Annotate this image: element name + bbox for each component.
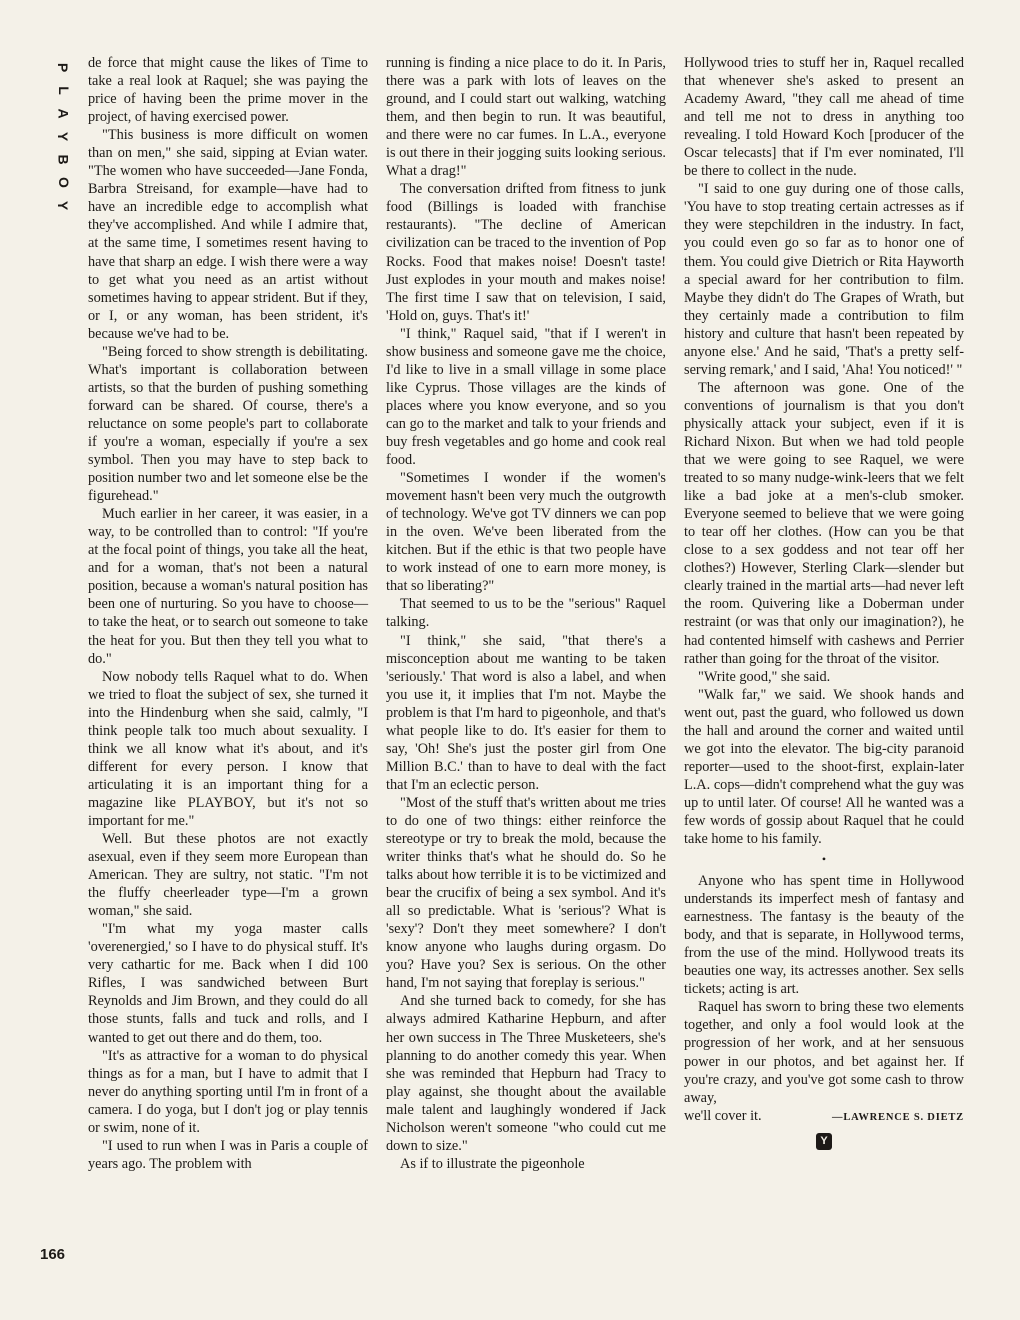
paragraph: running is finding a nice place to do it. In Paris, there was a park with lots of leaves on the ground, and I could start out walking, watching them, and then begin to run. It was beautiful, and there were no car fumes. In L.A., everyone is out there in their jogging suits looking serious. What a drag!" [386, 55, 666, 180]
running-head-letter: Y [55, 131, 72, 142]
paragraph: The conversation drifted from fitness to junk food (Billings is loaded with franchise restaurants). "The decline of American civilization can be traced to the invention of Pop Rocks. Food that makes noise! Doesn't taste! Just explodes in your mouth and makes noise! The first time I saw that on television, I said, 'Hold on, guys. That's it!' [386, 181, 666, 324]
section-break-bullet: • [821, 852, 827, 867]
paragraph: "Write good," she said. [698, 668, 831, 685]
paragraph: "This business is more difficult on women than on men," she said, sipping at Evian water. "The women who have succeeded—Jane Fonda, Barbra Streisand, for example—have had to have an incredible edge to accomplish what they've accomplished. And while I admire that, at the same time, I sometimes resent having to have that sharp an edge. I wish there were a way to get what you need as an artist without sometimes having to appear strident. But if they, or I, or any woman, has been strident, it's because we've had to be. [88, 127, 368, 342]
paragraph: "Being forced to show strength is debilitating. What's important is collaboration between artists, so that the burden of pushing something forward can be shared. Of course, there's a reluctance on some people's part to collaborate if you're a woman, especially if you're a sex symbol. Then you may have to step back to position number two and let someone else be the figurehead." [88, 343, 368, 505]
running-head-letter: A [55, 108, 72, 119]
paragraph: "Sometimes I wonder if the women's movement hasn't been very much the outgrowth of technology. We've got TV dinners we can pop in the oven. We've been liberated from the kitchen. But if the ethic is that two people have to work instead of one to earn more money, is that so liberating?" [386, 470, 666, 595]
paragraph: de force that might cause the likes of Time to take a real look at Raquel; she was paying the price of having been the prime mover in the project, of having exercised power. [88, 55, 368, 126]
paragraph: "I'm what my yoga master calls 'overenergied,' so I have to do physical stuff. It's very cathartic for me. Back when I did 100 Rifles, I was sandwiched between Burt Reynolds and Jim Brown, and they could do all those stunts, falls and tuck and rolls, and I wanted to get out there and do them, too. [88, 921, 368, 1046]
text-column-1 [88, 54, 368, 1173]
paragraph: "I used to run when I was in Paris a couple of years ago. The problem with [88, 1137, 368, 1172]
paragraph: Anyone who has spent time in Hollywood understands its imperfect mesh of fantasy and earnestness. The fantasy is the beauty of the body, and that is separate, in Hollywood terms, from the use of the mind. Hollywood treats its beauties one way, its actresses another. Sex sells tickets; acting is art. [684, 873, 964, 998]
page-number: 166 [40, 1246, 66, 1263]
author-byline: —LAWRENCE S. DIETZ [832, 1111, 964, 1123]
text-column-2 [386, 54, 666, 1173]
running-head-letter: B [55, 154, 72, 165]
rabbit-end-mark-icon: Y [816, 1133, 832, 1150]
paragraph: Much earlier in her career, it was easier, in a way, to be controlled than to control: "If you're at the focal point of things, you take all the heat, and for a woman, that's not been a natural position, because a woman's natural position has been one of nurturing. So you have to choose—to take the heat, or to search out someone to take the heat for you. But then they tell you what to do." [88, 506, 368, 667]
paragraph: Raquel has sworn to bring these two elements together, and only a fool would look at the progression of her work, and at her sensuous power in our photos, and bet against her. If you're crazy, and you've got some cash to throw away, [684, 999, 964, 1106]
paragraph: "Most of the stuff that's written about me tries to do one of two things: either reinforce the stereotype or try to break the mold, because the writer thinks that's what he should do. So he talks about how terrible it is to be victimized and bear the crucifix of being a sex symbol. And it's all so predictable. What is 'serious'? What is 'sexy'? Don't they meet somewhere? I don't know anyone who laughs during orgasm. Do you? Have you? Sex is serious. On the other hand, I'm not saying that foreplay is serious." [386, 794, 666, 992]
paragraph: Now nobody tells Raquel what to do. When we tried to float the subject of sex, she turned it into the Hindenburg when she said, calmly, "I think people talk too much about sexuality. I think we all know what it's about, and it's different for every person. I know that articulating it is an important thing for a magazine like PLAYBOY, but it's not so important for me." [88, 668, 368, 829]
closing-text: we'll cover it. [684, 1107, 762, 1124]
running-head-letter: P [55, 62, 72, 73]
text-column-3 [684, 54, 964, 1150]
paragraph: And she turned back to comedy, for she has always admired Katharine Hepburn, and after her own success in The Three Musketeers, she's planning to do another comedy this year. When she was reminded that Hepburn had Tracy to play against, she thought about the available male talent and laughingly wondered if Jack Nicholson weren't someone "who could cut me down to size." [386, 993, 666, 1154]
closing-line [684, 1107, 964, 1127]
paragraph: The afternoon was gone. One of the conventions of journalism is that you don't physically attack your subject, even if it is Richard Nixon. But when we had told people that we were going to see Raquel, we were treated to so many nudge-wink-leers that we felt like a bad joke at a men's-club smoker. Everyone seemed to believe that we were going to tear off her clothes. (How can you be that close to a sex goddess and not tear off her clothes?) However, Sterling Clark—slender but clearly trained in the martial arts—had never left the room. Quivering like a Doberman under restraint (or was that only our imagination?), he had contented himself with cashews and Perrier rather than going for the throat of the visitor. [684, 379, 964, 667]
running-head-playboy [50, 56, 76, 217]
paragraph: "I think," she said, "that there's a misconception about me wanting to be taken 'seriously.' That word is also a label, and when you use it, it implies that I'm not. Maybe the problem is that I'm hard to pigeonhole, and that's what people like to do. It's easier for them to say, 'Oh! She's just the poster girl from One Million B.C.' than to have to deal with the fact that I'm an eclectic person. [386, 632, 666, 793]
paragraph: "I think," Raquel said, "that if I weren't in show business and someone gave me the choice, I'd like to live in a small village in some place like Cyprus. Those villages are the kinds of places where you know everyone, and so you can go to the market and talk to your friends and buy fresh vegetables and go home and cook real food. [386, 325, 666, 469]
running-head-letter: Y [55, 200, 72, 211]
paragraph: "Walk far," we said. We shook hands and went out, past the guard, who followed us down the hall and around the corner and waited until we got into the elevator. The big-city paranoid reporter—used to the shoot-first, explain-later L.A. cops—didn't comprehend what the guy was up to until later. Of course! All he wanted was a few words of gossip about Raquel that he could take home to his family. [684, 686, 964, 848]
running-head-letter: O [55, 177, 72, 188]
running-head-letter: L [55, 86, 72, 95]
paragraph: That seemed to us to be the "serious" Raquel talking. [386, 596, 666, 631]
paragraph: Hollywood tries to stuff her in, Raquel recalled that whenever she's asked to present an Academy Award, "they call me ahead of time and tell me not to dress in anything too revealing. I told Howard Koch [producer of the Oscar telecasts] that if I'm ever nominated, I'll be there to collect in the nude. [684, 55, 964, 180]
paragraph: "It's as attractive for a woman to do physical things as for a man, but I have to admit that I never do anything sporting until I'm in front of a camera. I do yoga, but I don't jog or play tennis or swim, none of it. [88, 1047, 368, 1136]
paragraph: Well. But these photos are not exactly asexual, even if they seem more European than American. They are sultry, not static. "I'm not the fluffy cheerleader type—I'm a grown woman," she said. [88, 831, 368, 920]
paragraph: As if to illustrate the pigeonhole [400, 1155, 585, 1172]
paragraph: "I said to one guy during one of those calls, 'You have to stop treating certain actresses as if they were stepchildren in the industry. In fact, you could even go so far as to honor one of them. You could give Dietrich or Rita Hayworth a special award for her contribution to film. Maybe they didn't do The Grapes of Wrath, but they certainly made a contribution to film history and culture that hasn't been repeated by anyone else.' And he said, 'That's a pretty self-serving remark,' and I said, 'Aha! You noticed!' " [684, 181, 964, 378]
